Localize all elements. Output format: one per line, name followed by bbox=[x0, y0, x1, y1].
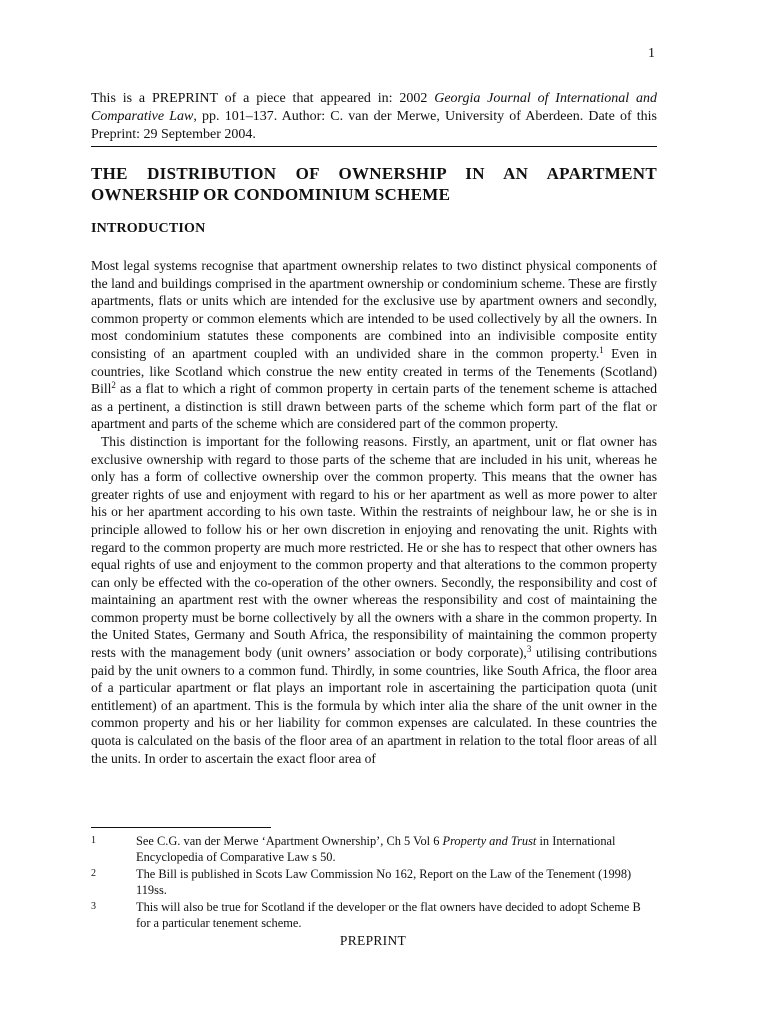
footnote-text bbox=[136, 833, 657, 865]
footnote-text-a: This will also be true for Scotland if the developer or the flat owners have decided to adopt Scheme B for a particular tenement scheme. bbox=[136, 900, 641, 930]
journal-name: Georgia Journal of International and Comparative Law bbox=[91, 91, 658, 124]
paragraph-1-part-b: Even in countries, like Scotland which construe the new entity created in terms of the Tenements (Scotland) Bill bbox=[91, 345, 657, 397]
footnote-text bbox=[136, 899, 657, 931]
preprint-note-suffix: , pp. 101–137. Author: C. van der Merwe, University of Aberdeen. Date of this Preprint: 29 September 2004. bbox=[91, 109, 657, 142]
footnote-text-italic: Property and Trust bbox=[442, 834, 537, 848]
paragraph-2-part-a: This distinction is important for the following reasons. Firstly, an apartment, unit or flat owner has exclusive ownership with regard to those parts of the scheme that are included in his unit, whereas he only has a form of collective ownership over the common property. This means that the owner has greater rights of use and enjoyment with regard to his or her apartment as well as more power to alter his or her apartment according to his own taste. Within the restraints of neighbour law, he or she is in principle allowed to follow his or her own discretion in enjoying and renovating the unit. Rights with regard to the common property are much more restricted. He or she has to respect that other owners has equal rights of use and enjoyment to the common property and that alterations to the common property can only be effected with the co-operation of the other owners. Secondly, the responsibility and cost of maintaining an apartment rest with the owner whereas the responsibility and cost of maintaining the common property must be borne collectively by all the owners with a share in the common property. In the United States, Germany and South Africa, the responsibility of maintaining the common property rests with the management body (unit owners’ association or body corporate), bbox=[91, 433, 657, 661]
preprint-note bbox=[91, 90, 657, 144]
paragraph-1-part-a: Most legal systems recognise that apartment ownership relates to two distinct physical components of the land and buildings comprised in the apartment ownership or condominium scheme. These are firstly apartments, flats or units which are intended for the exclusive use by apartment owners and secondly, common property or common elements which are intended to be used collectively by all the owners. In most condominium statutes these components are combined into an indivisible composite entity consisting of an apartment coupled with an undivided share in the common property. bbox=[91, 258, 657, 361]
paragraph-1-part-c: as a flat to which a right of common property in certain parts of the tenement scheme is attached as a pertinent, a distinction is still drawn between parts of the scheme which form part of the flat or apartment and parts of the scheme which are considered part of the common property. bbox=[91, 381, 657, 432]
paragraph-2 bbox=[91, 433, 657, 767]
footnote-text-b: in International Encyclopedia of Comparative Law s 50. bbox=[136, 834, 616, 864]
footnote-ref-2[interactable]: 2 bbox=[111, 380, 116, 391]
footnote-text bbox=[136, 866, 657, 898]
footnotes bbox=[91, 833, 657, 932]
footnote-text-a: The Bill is published in Scots Law Commission No 162, Report on the Law of the Tenement (1998) 119ss. bbox=[136, 867, 632, 897]
footnote-ref-1[interactable]: 1 bbox=[599, 344, 604, 355]
footnote-divider bbox=[91, 827, 271, 828]
footnote bbox=[91, 833, 657, 865]
footnote bbox=[91, 899, 657, 931]
footnote-ref-3[interactable]: 3 bbox=[526, 644, 532, 655]
page-number: 1 bbox=[648, 46, 655, 61]
paragraph-2-part-b: utilising contributions paid by the unit owners to a common fund. Thirdly, in some countries, like South Africa, the floor area of a particular apartment or flat plays an important role in ascertaining the participation quota (unit entitlement) of an apartment. This is the formula by which inter alia the share of the unit owner in the common property and his or her liability for common expenses are calculated. In these countries the quota is calculated on the basis of the floor area of an apartment in relation to the total floor areas of all the units. In order to ascertain the exact floor area of bbox=[91, 645, 657, 766]
article-title: THE DISTRIBUTION OF OWNERSHIP IN AN APARTMENT OWNERSHIP OR CONDOMINIUM SCHEME bbox=[91, 164, 657, 204]
paragraph-1 bbox=[91, 257, 657, 433]
preprint-note-prefix: This is a PREPRINT of a piece that appeared in: 2002 bbox=[91, 91, 435, 106]
page-footer: PREPRINT bbox=[339, 933, 407, 948]
section-heading: INTRODUCTION bbox=[91, 221, 206, 236]
header-divider bbox=[91, 146, 657, 147]
footnote-text-a: See C.G. van der Merwe ‘Apartment Ownership’, Ch 5 Vol 6 bbox=[136, 834, 443, 848]
footnote-number: 3 bbox=[91, 901, 96, 912]
footnote-number: 2 bbox=[91, 868, 96, 879]
footnote-number: 1 bbox=[91, 835, 96, 846]
body-text bbox=[91, 257, 657, 767]
footnote bbox=[91, 866, 657, 898]
